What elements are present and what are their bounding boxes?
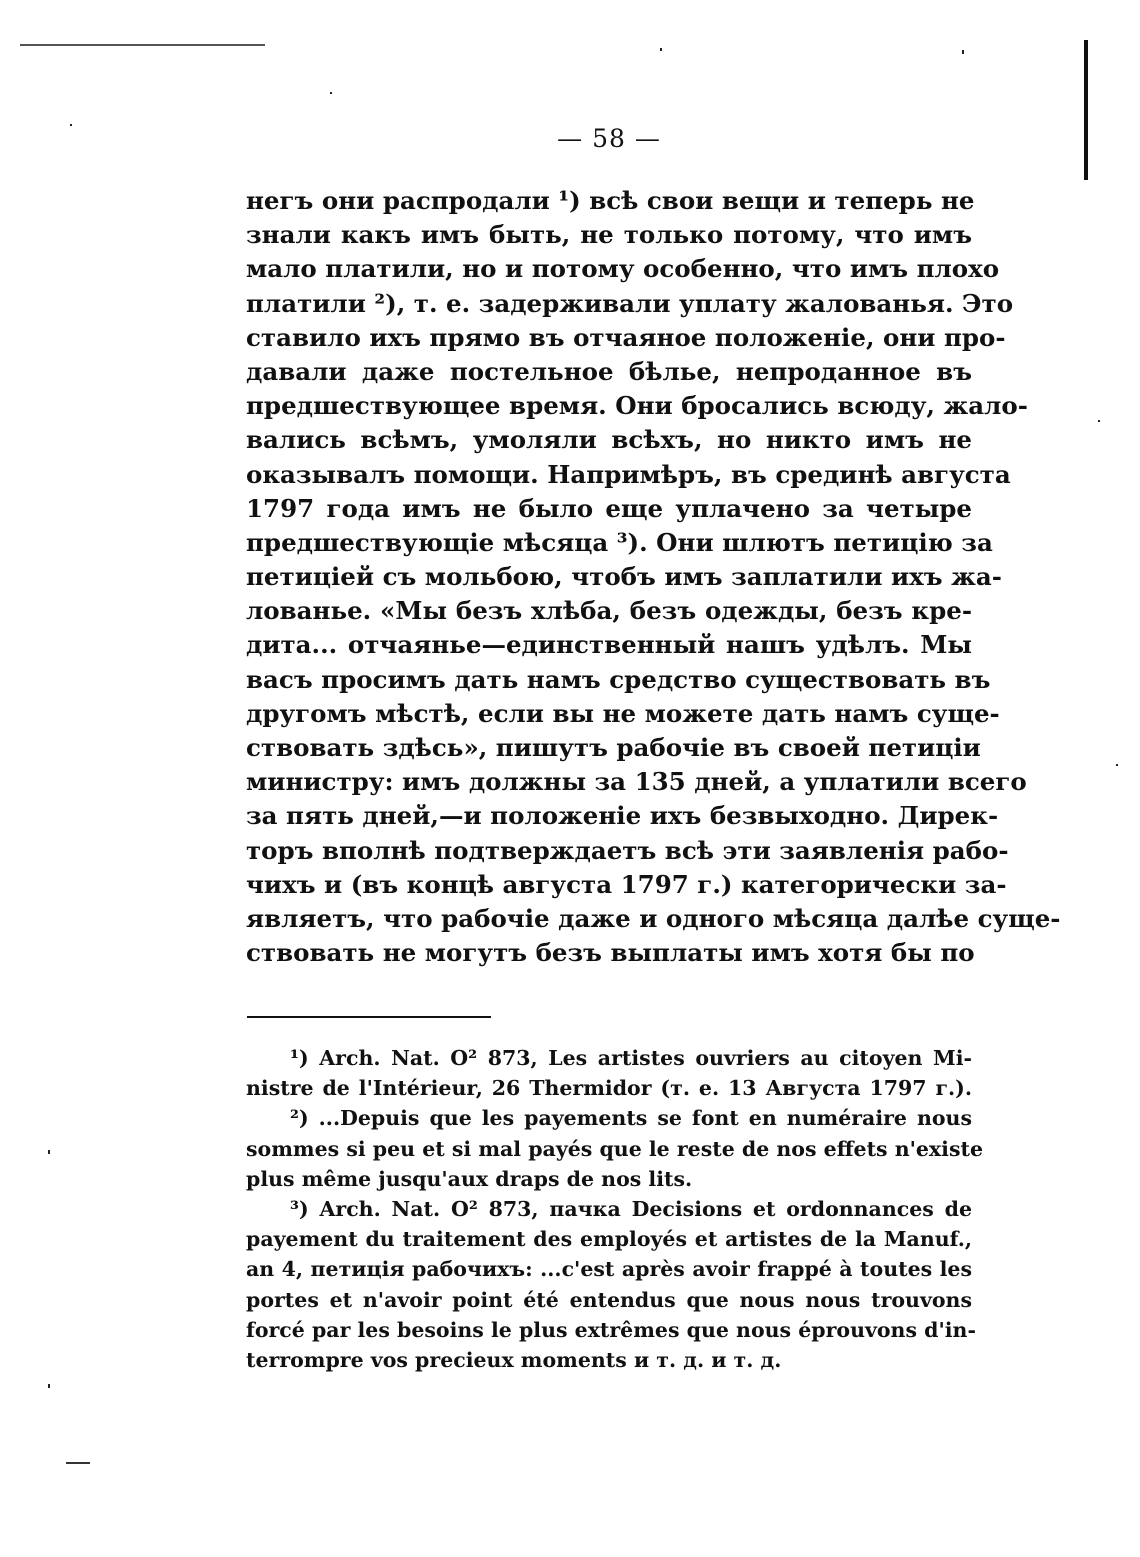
body-text [246, 184, 1061, 970]
footnote-line: plus même jusqu'aux draps de nos lits. [246, 1166, 693, 1191]
text-line: давали даже постельное бѣлье, непроданное въ [246, 356, 972, 386]
text-line: петиціей съ мольбою, чтобъ имъ заплатили ихъ жа- [246, 562, 1002, 592]
text-line: за пять дней,—и положеніе ихъ безвыходно. Дирек- [246, 801, 999, 831]
footnote-line: terrompre vos precieux moments и т. д. и т. д. [246, 1347, 782, 1372]
text-line: предшествующіе мѣсяца ³). Они шлютъ петицію за [246, 527, 993, 557]
footnote-2 [246, 1103, 983, 1194]
text-line: торъ вполнѣ подтверждаетъ всѣ эти заявленія рабо- [246, 835, 1009, 865]
footnote-line: ¹) Arch. Nat. O² 873, Les artistes ouvriers au citoyen Mi- [290, 1046, 972, 1070]
footnote-1 [246, 1043, 972, 1103]
scan-artifact-top-rule [20, 44, 265, 46]
text-line: мало платили, но и потому особенно, что имъ плохо [246, 254, 1000, 284]
text-line: являетъ, что рабочіе даже и одного мѣсяца далѣе суще- [246, 903, 1061, 933]
text-line: васъ просимъ дать намъ средство существовать въ [246, 664, 991, 694]
scan-artifact-dot [1116, 764, 1118, 766]
text-line: предшествующее время. Они бросались всюду, жало- [246, 391, 1028, 421]
text-line: лованье. «Мы безъ хлѣба, безъ одежды, безъ кре- [246, 596, 972, 626]
text-line: ствовать здѣсь», пишутъ рабочіе въ своей петиціи [246, 733, 981, 762]
text-line: министру: имъ должны за 135 дней, а уплатили всего [246, 767, 1027, 797]
text-line: вались всѣмъ, умоляли всѣхъ, но никто имъ не [246, 425, 972, 455]
text-line: ставило ихъ прямо въ отчаяное положеніе, они про- [246, 322, 1006, 352]
footnote-line: nistre de l'Intérieur, 26 Thermidor (т. е. 13 Августа 1797 г.). [246, 1076, 972, 1101]
scan-artifact-bottom-dash [66, 1462, 90, 1464]
page-number: — 58 — [557, 124, 661, 153]
footnote-line: sommes si peu et si mal payés que le reste de nos effets n'existe [246, 1136, 983, 1161]
footnote-3 [246, 1194, 976, 1375]
text-line: негъ они распродали ¹) всѣ свои вещи и теперь не [246, 186, 975, 215]
footnote-line: an 4, петиція рабочихъ: ...c'est après avoir frappé à toutes les [246, 1257, 972, 1282]
text-line: оказывалъ помощи. Напримѣръ, въ срединѣ августа [246, 459, 1011, 489]
text-line: знали какъ имъ быть, не только потому, что имъ [246, 220, 972, 250]
scan-artifact-dot [660, 48, 662, 51]
text-line: ствовать не могутъ безъ выплаты имъ хотя бы по [246, 938, 975, 968]
footnote-line: ²) ...Depuis que les payements se font en numéraire nous [290, 1106, 972, 1131]
text-line: другомъ мѣстѣ, если вы не можете дать намъ суще- [246, 698, 1000, 728]
text-line: 1797 года имъ не было еще уплачено за четыре [246, 493, 972, 523]
scan-artifact-dot [962, 50, 964, 54]
footnotes [246, 1043, 983, 1375]
text-line: чихъ и (въ концѣ августа 1797 г.) категорически за- [246, 869, 1007, 899]
footnote-line: forcé par les besoins le plus extrêmes que nous éprouvons d'in- [246, 1317, 976, 1342]
scan-artifact-right-bar [1084, 40, 1088, 180]
scan-artifact-dot [48, 1150, 50, 1154]
scan-artifact-dot [330, 92, 332, 94]
text-line: дита... отчаянье—единственный нашъ удѣлъ. Мы [246, 630, 972, 660]
scan-artifact-dot [48, 1384, 50, 1388]
scan-artifact-dot [1098, 420, 1100, 422]
footnote-separator [247, 1016, 491, 1018]
footnote-line: payement du traitement des employés et artistes de la Manuf., [246, 1227, 972, 1252]
footnote-line: portes et n'avoir point été entendus que nous nous trouvons [246, 1287, 972, 1312]
footnote-line: ³) Arch. Nat. O² 873, пачка Decisions et ordonnances de [290, 1196, 972, 1221]
text-line: платили ²), т. е. задерживали уплату жалованья. Это [246, 288, 1014, 318]
